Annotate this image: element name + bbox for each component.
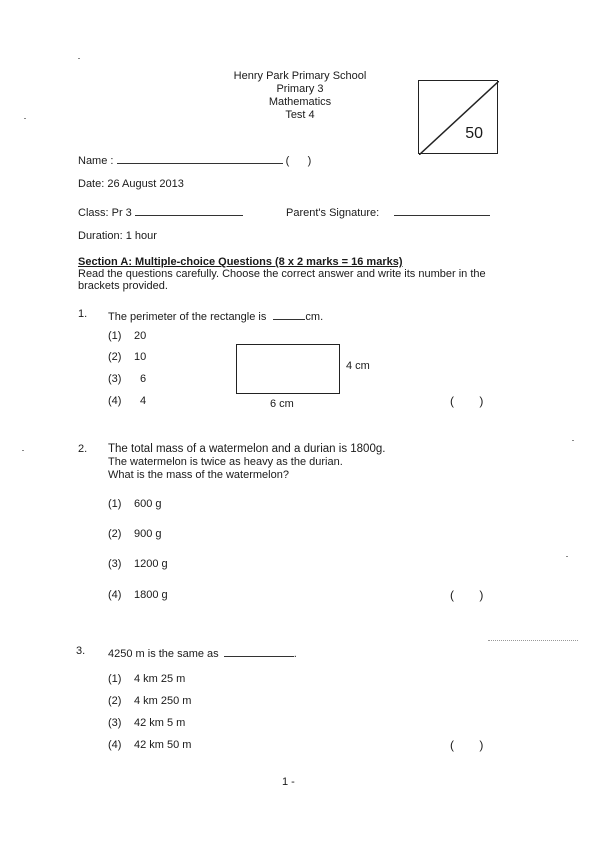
parent-signature-label: Parent's Signature:	[286, 207, 380, 219]
section-a-header	[78, 256, 528, 292]
name-field	[78, 152, 311, 167]
question-2-line-1: The total mass of a watermelon and a durian is 1800g.	[108, 443, 386, 455]
question-1-text-before: The perimeter of the rectangle is	[108, 311, 267, 323]
question-1-text	[108, 308, 323, 323]
question-3-text-after: .	[293, 648, 297, 660]
school-name: Henry Park Primary School	[233, 70, 367, 82]
rectangle-width-label: 6 cm	[270, 398, 294, 410]
question-3-option-4: (4) 42 km 50 m	[108, 739, 192, 751]
question-3-text-before: 4250 m is the same as	[108, 648, 219, 660]
question-3-answer-brackets: ( )	[450, 738, 484, 752]
question-3-option-2: (2) 4 km 250 m	[108, 695, 192, 707]
score-total: 50	[465, 125, 483, 142]
class-line	[135, 204, 243, 216]
question-2-option-1: (1) 600 g	[108, 498, 162, 510]
question-2-option-4: (4) 1800 g	[108, 589, 168, 601]
question-1-option-4: (4) 4	[108, 395, 147, 407]
rectangle-figure	[236, 344, 340, 394]
parent-signature-field	[286, 204, 490, 219]
section-a-instructions-1: Read the questions carefully. Choose the correct answer and write its number in the	[78, 268, 486, 280]
question-2-line-3: What is the mass of the watermelon?	[108, 469, 289, 481]
duration-field: Duration: 1 hour	[78, 230, 157, 242]
question-2-text	[108, 443, 385, 482]
section-a-instructions-2: brackets provided.	[78, 280, 168, 292]
question-1-number: 1.	[78, 308, 88, 320]
subject: Mathematics	[268, 96, 332, 108]
question-2-option-2: (2) 900 g	[108, 528, 162, 540]
scan-dotted-line	[488, 640, 578, 641]
question-2-answer-brackets: ( )	[450, 588, 484, 602]
question-1-option-2: (2) 10	[108, 351, 147, 363]
date-field: Date: 26 August 2013	[78, 178, 184, 190]
question-3-blank	[224, 645, 294, 657]
name-brackets: ( )	[285, 155, 312, 167]
question-1-option-3: (3) 6	[108, 373, 147, 385]
score-box	[418, 80, 498, 154]
question-3-number: 3.	[76, 645, 86, 657]
question-2-number: 2.	[78, 443, 88, 455]
scan-speck	[22, 450, 24, 451]
school-header	[180, 70, 420, 122]
question-3-option-3: (3) 42 km 5 m	[108, 717, 186, 729]
rectangle-height-label: 4 cm	[346, 360, 370, 372]
parent-signature-line	[394, 204, 490, 216]
name-label: Name :	[78, 155, 114, 167]
question-2-line-2: The watermelon is twice as heavy as the durian.	[108, 456, 343, 468]
question-1-text-after: cm.	[305, 311, 324, 323]
question-2-option-3: (3) 1200 g	[108, 558, 168, 570]
test-name: Test 4	[285, 109, 315, 121]
scan-speck	[572, 440, 574, 441]
scan-speck	[24, 118, 26, 119]
level: Primary 3	[276, 83, 324, 95]
question-3-text	[108, 645, 297, 660]
class-label: Class: Pr 3	[78, 207, 132, 219]
scan-speck	[566, 556, 568, 557]
scan-speck	[78, 58, 80, 59]
score-diagonal	[419, 81, 499, 155]
question-3-option-1: (1) 4 km 25 m	[108, 673, 186, 685]
section-a-title: Section A: Multiple-choice Questions (8 x 2 marks = 16 marks)	[78, 256, 403, 268]
page-number: 1 -	[282, 776, 295, 788]
name-line	[117, 152, 283, 164]
question-1-answer-brackets: ( )	[450, 394, 484, 408]
question-1-option-1: (1) 20	[108, 330, 147, 342]
class-field	[78, 204, 243, 219]
question-1-blank	[273, 308, 305, 320]
